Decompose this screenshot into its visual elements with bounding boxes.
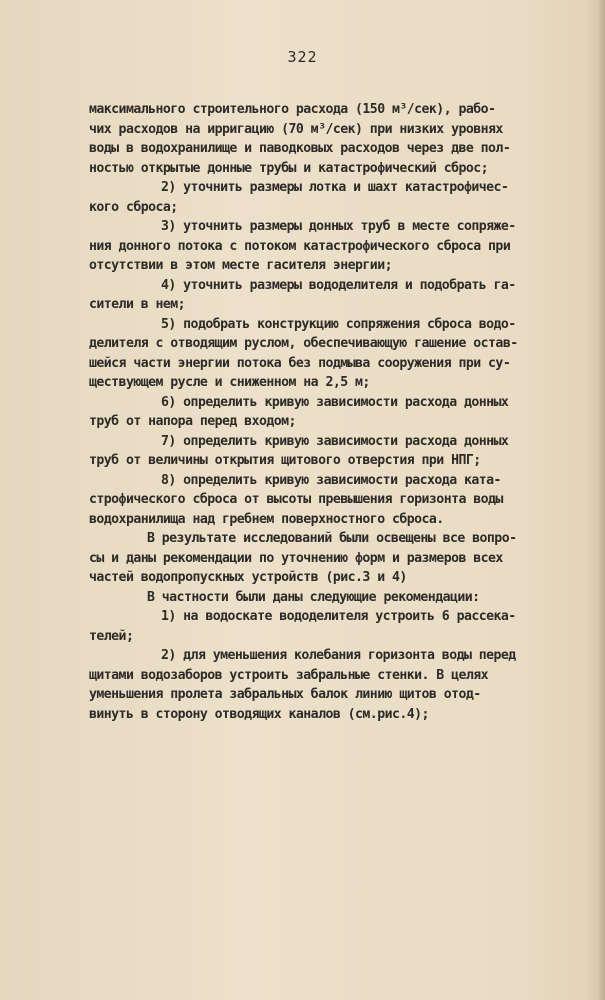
text-line: отсутствии в этом месте гасителя энергии; [89,258,392,273]
text-line: В результате исследований были освещены все вопро- [147,531,517,546]
text-line: щитами водозаборов устроить забральные стенки. В целях [89,667,489,683]
text-line: 7) определить кривую зависимости расхода донных [161,433,509,449]
text-line: 5) подобрать конструкцию сопряжения сброса водо- [161,316,516,332]
page-edge [599,0,605,1000]
text-line: строфического сброса от высоты превышения горизонта воды [89,492,503,507]
text-line: воды в водохранилище и паводковых расходов через две пол- [89,141,511,156]
text-line: сители в нем; [89,297,186,312]
text-line: водохранилища над гребнем поверхностного сброса. [89,511,444,527]
text-line: 2) для уменьшения колебания горизонта воды перед [161,648,516,663]
text-line: труб от величины открытия щитового отверстия при НПГ; [89,453,481,468]
text-line: ществующем русле и сниженном на 2,5 м; [89,375,370,390]
text-line: телей; [89,628,134,644]
text-line: шейся части энергии потока без подмыва сооружения при су- [89,355,511,371]
text-line: ностью открытые донные трубы и катастрофический сброс; [89,160,489,176]
text-line: 3) уточнить размеры донных труб в месте сопряже- [161,219,516,234]
text-line: ния донного потока с потоком катастрофического сброса при [89,238,511,254]
text-line: делителя с отводящим руслом, обеспечивающую гашение остав- [89,336,518,351]
text-line: 6) определить кривую зависимости расхода донных [161,394,509,410]
text-line: частей водопропускных устройств (рис.3 и 4) [89,570,407,585]
text-line: кого сброса; [89,199,178,215]
text-line: 4) уточнить размеры вододелителя и подобрать га- [161,277,516,293]
text-line: В частности были даны следующие рекомендации: [147,589,480,605]
text-line: 1) на водоскате вододелителя устроить 6 рассека- [161,609,516,624]
text-line: труб от напора перед входом; [89,414,296,429]
text-line: 8) определить кривую зависимости расхода ката- [161,472,501,488]
body-text [89,100,559,724]
text-line: сы и даны рекомендации по уточнению форм и размеров всех [89,550,503,566]
page-number: 322 [287,48,318,66]
text-line: уменьшения пролета забральных балок линию щитов отод- [89,687,481,702]
text-line: максимального строительного расхода (150 м³/сек), рабо- [89,102,496,117]
text-line: винуть в сторону отводящих каналов (см.рис.4); [89,706,429,722]
text-line: чих расходов на ирригацию (70 м³/сек) при низких уровнях [89,121,503,137]
text-line: 2) уточнить размеры лотка и шахт катастрофичес- [161,180,509,195]
